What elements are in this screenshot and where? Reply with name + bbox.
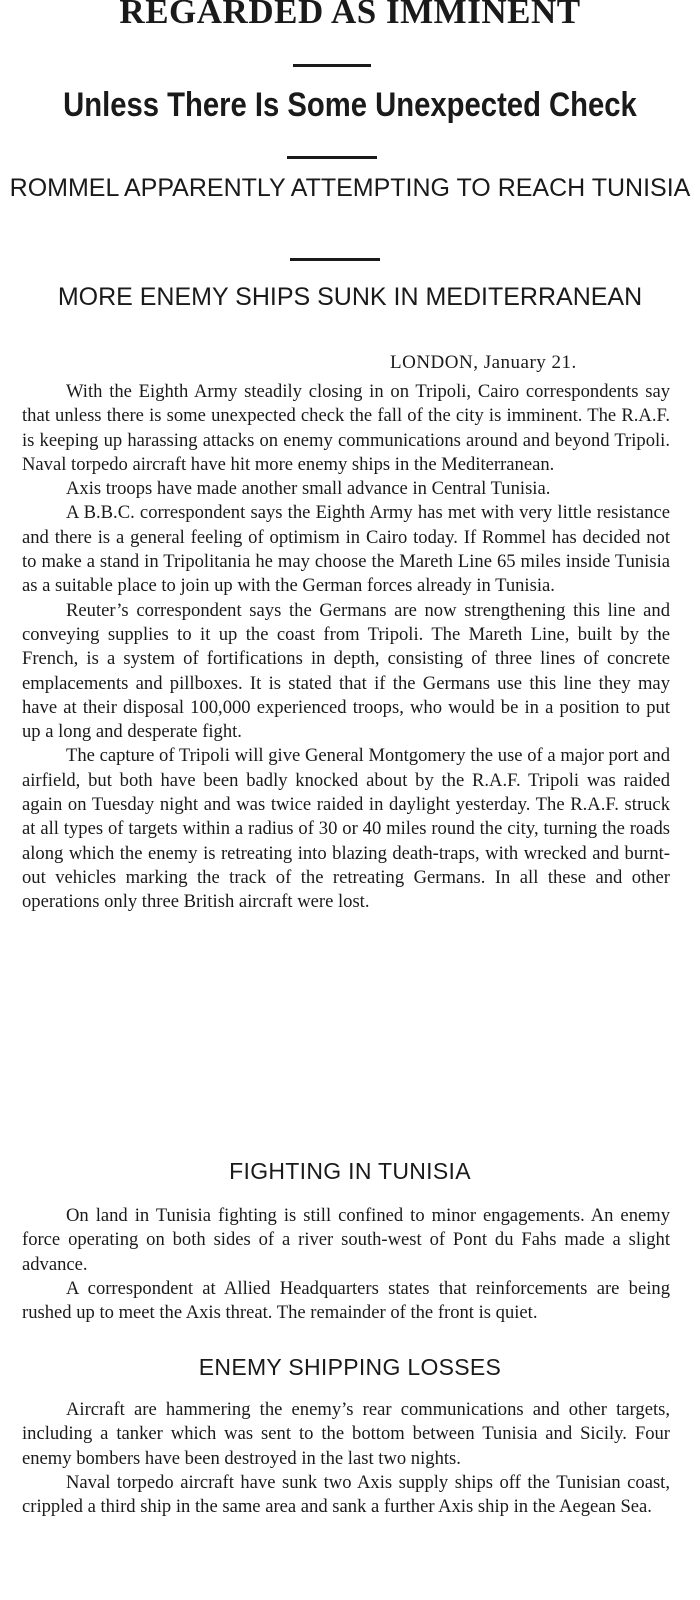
section-heading-shipping: ENEMY SHIPPING LOSSES — [198, 1354, 502, 1380]
paragraph: On land in Tunisia fighting is still confined to minor engagements. An enemy force operating on both sides of a river south-west of Pont du Fahs made a slight advance. — [22, 1205, 670, 1275]
rule-1 — [293, 64, 371, 67]
rule-2 — [287, 156, 377, 159]
headline-deck-1: ROMMEL APPARENTLY ATTEMPTING TO REACH TUNISIA — [9, 174, 691, 202]
section-heading-fighting: FIGHTING IN TUNISIA — [229, 1158, 471, 1184]
headline-sub: Unless There Is Some Unexpected Check — [63, 86, 637, 124]
paragraph: With the Eighth Army steadily closing in on Tripoli, Cairo correspondents say that unless there is some unexpected check the fall of the city is imminent. The R.A.F. is keeping up harassing attacks on enemy communications around and beyond Tripoli. Naval torpedo aircraft have hit more enemy ships in the Mediterranean. — [22, 381, 670, 475]
paragraph: A B.B.C. correspondent says the Eighth Army has met with very little resistance and there is a general feeling of optimism in Cairo today. If Rommel has decided not to make a stand in Tripolitania he may choose the Mareth Line 65 miles inside Tunisia as a suitable place to join up with the German forces already in Tunisia. — [22, 502, 670, 597]
paragraph: Aircraft are hammering the enemy’s rear communications and other targets, including a tanker which was sent to the bottom between Tunisia and Sicily. Four enemy bombers have been destroyed in the last two nights. — [22, 1399, 670, 1469]
dateline: LONDON, January 21. — [390, 352, 577, 373]
section-3-body — [22, 1398, 670, 1519]
section-2-body — [22, 1204, 670, 1325]
paragraph: The capture of Tripoli will give General Montgomery the use of a major port and airfield, but both have been badly knocked about by the R.A.F. Tripoli was raided again on Tuesday night and was twice raided in daylight yesterday. The R.A.F. struck at all types of targets within a radius of 30 or 40 miles round the city, turning the roads along which the enemy is retreating into blazing death-traps, with wrecked and burnt-out vehicles marking the track of the retreating Germans. In all these and other operations only three British aircraft were lost. — [22, 745, 670, 913]
paragraph: Reuter’s correspondent says the Germans are now strengthening this line and conveying supplies to it up the coast from Tripoli. The Mareth Line, built by the French, is a system of fortifications in depth, consisting of three lines of concrete emplacements and pillboxes. It is stated that if the Germans use this line they may have at their disposal 100,000 experienced troops, who would be in a position to put up a long and desperate fight. — [22, 599, 670, 743]
paragraph: Naval torpedo aircraft have sunk two Axis supply ships off the Tunisian coast, crippled a third ship in the same area and sank a further Axis ship in the Aegean Sea. — [22, 1471, 670, 1518]
paragraph: Axis troops have made another small advance in Central Tunisia. — [66, 478, 551, 500]
rule-3 — [290, 258, 380, 261]
headline-deck-2: MORE ENEMY SHIPS SUNK IN MEDITERRANEAN — [57, 283, 643, 311]
paragraph: A correspondent at Allied Headquarters states that reinforcements are being rushed up to meet the Axis threat. The remainder of the front is quiet. — [22, 1277, 670, 1324]
section-1-body — [22, 380, 670, 915]
headline-main: REGARDED AS IMMINENT — [119, 0, 581, 31]
